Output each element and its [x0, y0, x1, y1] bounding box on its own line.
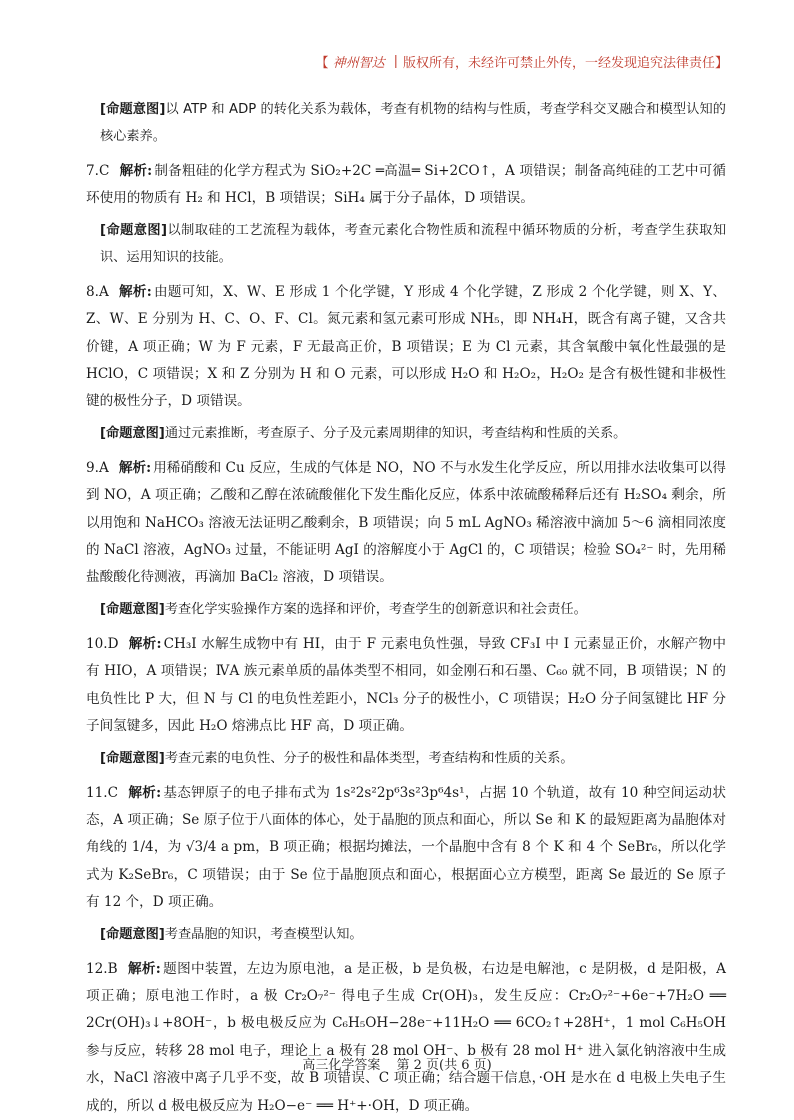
answer-letter: C — [98, 163, 110, 179]
header-separator: | — [393, 54, 398, 69]
answer-letter: D — [107, 635, 119, 652]
analysis-tag: 解析: — [119, 163, 153, 179]
answer-letter: A — [98, 283, 109, 300]
intent-text: 考查元素的电负性、分子的极性和晶体类型，考查结构和性质的关系。 — [164, 750, 574, 766]
header-close-bracket: 】 — [714, 56, 728, 71]
intent-text: 考查晶胞的知识，考查模型认知。 — [164, 926, 363, 942]
answer-letter: C — [107, 784, 119, 801]
page-footer — [0, 1054, 794, 1073]
intent-paragraph — [100, 745, 726, 772]
answer-item — [86, 956, 726, 1120]
intent-paragraph — [100, 921, 726, 948]
question-number: 8. — [86, 283, 99, 300]
analysis-tag: 解析: — [128, 784, 162, 801]
question-number: 7. — [86, 163, 99, 179]
question-number: 9. — [86, 459, 99, 476]
publisher-logo: 神州智达 — [332, 56, 385, 71]
intent-paragraph — [100, 420, 726, 447]
analysis-tag: 解析: — [118, 459, 152, 476]
analysis-text: 用稀硝酸和 Cu 反应，生成的气体是 NO，NO 不与水发生化学反应，所以用排水法收集可以得到 NO，A 项正确；乙酸和乙醇在浓硫酸催化下发生酯化反应，体系中浓硫酸稀释后还有 H₂SO₄ 剩余，所以用饱和 NaHCO₃ 溶液无法证明乙酸剩余，B 项错误；向 5 mL AgNO₃ 稀溶液中滴加 5～6 滴相同浓度的 NaCl 溶液，AgNO₃ 过量，不能证明 AgI 的溶解度小于 AgCl 的，C 项错误；检验 SO₄²⁻ 时，先用稀盐酸酸化待测液，再滴加 BaCl₂ 溶液，D 项错误。 — [86, 459, 726, 586]
footer-page-number: 第 2 页(共 6 页) — [396, 1058, 492, 1073]
answer-item — [86, 780, 726, 917]
question-number: 10. — [86, 635, 108, 652]
intent-label: [命题意图] — [100, 601, 165, 617]
header-open-bracket: 【 — [315, 56, 329, 71]
intent-label: [命题意图] — [100, 222, 168, 238]
copyright-notice: 版权所有，未经许可禁止外传，一经发现追究法律责任 — [402, 56, 715, 71]
analysis-text: CH₃I 水解生成物中有 HI，由于 F 元素电负性强，导致 CF₃I 中 I 元素显正价，水解产物中有 HIO，A 项错误；ⅣA 族元素单质的晶体类型不相同，如金刚石和石墨、C₆₀ 就不同，B 项错误；N 的电负性比 P 大，但 N 与 Cl 的电负性差距小，NCl₃ 分子的极性小，C 项错误；H₂O 分子间氢键比 HF 分子间氢键多，因此 H₂O 熔沸点比 HF 高，D 项正确。 — [86, 635, 726, 735]
copyright-header — [316, 52, 728, 71]
analysis-text: 制备粗硅的化学方程式为 SiO₂+2C ═高温═ Si+2CO↑，A 项错误；制备高纯硅的工艺中可循环使用的物质有 H₂ 和 HCl，B 项错误；SiH₄ 属于分子晶体，D 项错误。 — [86, 163, 726, 207]
intent-text: 以制取硅的工艺流程为载体，考查元素化合物性质和流程中循环物质的分析，考查学生获取知识、运用知识的技能。 — [100, 222, 727, 265]
intent-label: [命题意图] — [100, 102, 166, 117]
intent-label: [命题意图] — [100, 926, 165, 942]
answer-content — [86, 92, 726, 1120]
question-number: 12. — [86, 960, 108, 977]
intent-paragraph — [100, 96, 726, 150]
analysis-tag: 解析: — [128, 635, 162, 652]
intent-paragraph — [100, 596, 726, 623]
answer-item — [86, 631, 726, 741]
analysis-tag: 解析: — [127, 960, 161, 977]
answer-item — [86, 158, 726, 213]
analysis-text: 题图中装置，左边为原电池，a 是正极，b 是负极，右边是电解池，c 是阴极，d 是阳极，A 项正确；原电池工作时，a 极 Cr₂O₇²⁻ 得电子生成 Cr(OH)₃，发生反应：Cr₂O₇²⁻+6e⁻+7H₂O ══ 2Cr(OH)₃↓+8OH⁻，b 极电极反应为 C₆H₅OH−28e⁻+11H₂O ══ 6CO₂↑+28H⁺，1 mol C₆H₅OH 参与反应，转移 28 mol 电子，理论上 a 极有 28 mol OH⁻、b 极有 28 mol H⁺ 进入氯化钠溶液中生成水，NaCl 溶液中离子几乎不变，故 B 项错误、C 项正确；结合题干信息，·OH 是水在 d 电极上失电子生成的，所以 d 极电极反应为 H₂O−e⁻ ══ H⁺+·OH，D 项正确。 — [86, 960, 726, 1114]
question-number: 11. — [86, 784, 108, 801]
answer-letter: B — [107, 960, 118, 977]
analysis-text: 基态钾原子的电子排布式为 1s²2s²2p⁶3s²3p⁶4s¹，占据 10 个轨道，故有 10 种空间运动状态，A 项正确；Se 原子位于八面体的体心，处于晶胞的顶点和面心，所以 Se 和 K 的最短距离为晶胞体对角线的 1/4，为 √3/4 a pm，B 项正确；根据均摊法，一个晶胞中含有 8 个 K 和 4 个 SeBr₆，所以化学式为 K₂SeBr₆，C 项错误；由于 Se 位于晶胞顶点和面心，根据面心立方模型，距离 Se 最近的 Se 原子有 12 个，D 项正确。 — [86, 784, 726, 911]
intent-text: 以 ATP 和 ADP 的转化关系为载体，考查有机物的结构与性质，考查学科交叉融合和模型认知的核心素养。 — [100, 102, 726, 144]
analysis-tag: 解析: — [118, 283, 152, 300]
analysis-text: 由题可知，X、W、E 形成 1 个化学键，Y 形成 4 个化学键，Z 形成 2 个化学键，则 X、Y、Z、W、E 分别为 H、C、O、F、Cl。氮元素和氢元素可形成 NH₅，即 NH₄H，既含有离子键，又含共价键，A 项正确；W 为 F 元素，F 无最高正价，B 项错误；E 为 Cl 元素，其含氧酸中氧化性最强的是 HClO，C 项错误；X 和 Z 分别为 H 和 O 元素，可以形成 H₂O 和 H₂O₂，H₂O₂ 是含有极性键和非极性键的极性分子，D 项错误。 — [86, 283, 726, 410]
intent-label: [命题意图] — [100, 750, 165, 766]
answer-letter: A — [98, 459, 109, 476]
footer-subject: 高三化学答案 — [302, 1058, 381, 1073]
intent-label: [命题意图] — [100, 425, 165, 441]
intent-text: 考查化学实验操作方案的选择和评价，考查学生的创新意识和社会责任。 — [164, 601, 587, 617]
intent-text: 通过元素推断，考查原子、分子及元素周期律的知识，考查结构和性质的关系。 — [164, 425, 627, 441]
answer-item — [86, 279, 726, 416]
answer-item — [86, 455, 726, 592]
intent-paragraph — [100, 217, 726, 271]
